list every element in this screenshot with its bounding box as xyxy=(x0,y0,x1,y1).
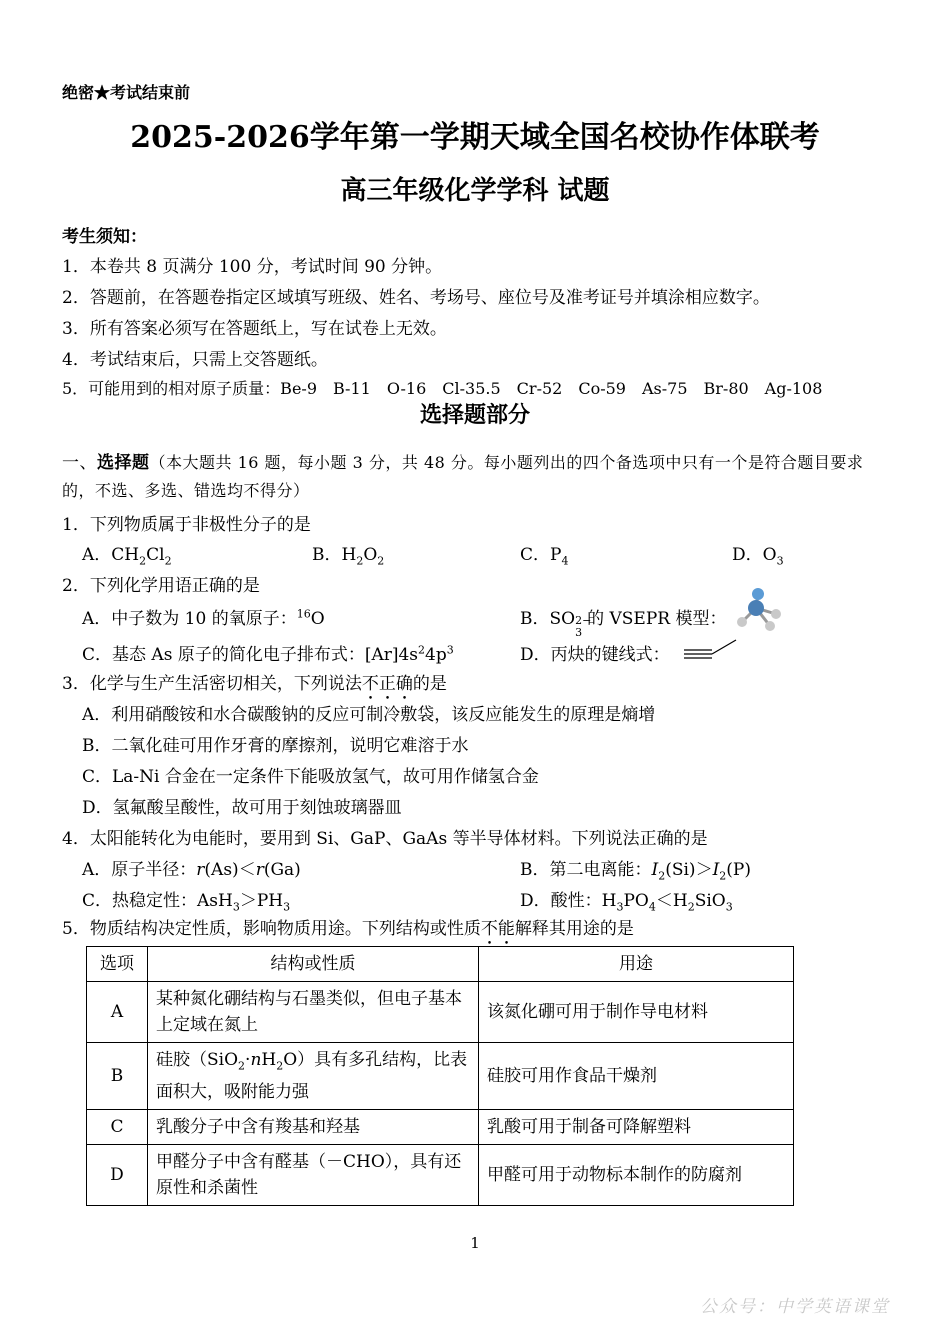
part-label: 一、 xyxy=(62,453,97,473)
notice-heading: 考生须知： xyxy=(62,227,147,247)
table-row xyxy=(87,982,794,1043)
section-title: 选择题部分 xyxy=(419,402,530,428)
q2-stem: 2．下列化学用语正确的是 xyxy=(62,576,260,596)
q3-option-d: D．氢氟酸呈酸性，故可用于刻蚀玻璃器皿 xyxy=(82,798,402,818)
row-use: 甲醛可用于动物标本制作的防腐剂 xyxy=(479,1145,794,1206)
row-property: 某种氮化硼结构与石墨类似，但电子基本上定域在氮上 xyxy=(148,982,479,1043)
notice-item: 2．答题前，在答题卷指定区域填写班级、姓名、考场号、座位号及准考证号并填涂相应数字。 xyxy=(62,288,770,308)
table-row xyxy=(87,1110,794,1145)
row-option: A xyxy=(87,982,148,1043)
propyne-skeletal-formula xyxy=(680,636,740,660)
confidential-mark: 绝密★考试结束前 xyxy=(62,83,191,102)
vsepr-model-image xyxy=(730,588,782,634)
q1-option-b: B．$H_2O_2$ xyxy=(312,545,385,568)
page-number: 1 xyxy=(470,1234,480,1252)
notice-item: 3．所有答案必须写在答题纸上，写在试卷上无效。 xyxy=(62,319,447,339)
table-row xyxy=(87,1043,794,1110)
q1-option-c: C．$P_4$ xyxy=(520,545,569,568)
table-header-row xyxy=(87,947,794,982)
row-property: 硅胶$(SiO_2\cdot nH_2O)$具有多孔结构，比表面积大，吸附能力强 xyxy=(148,1043,479,1110)
q1-option-d: D．$O_3$ xyxy=(732,545,784,568)
row-use: 该氮化硼可用于制作导电材料 xyxy=(479,982,794,1043)
notice-item: 4．考试结束后，只需上交答题纸。 xyxy=(62,350,328,370)
q4-option-d: D．酸性：$H_3PO_4<H_2SiO_3$ xyxy=(520,891,733,914)
q3-stem: 3．化学与生产生活密切相关，下列说法不正确的是 xyxy=(62,674,447,694)
header-option: 选项 xyxy=(87,947,148,982)
row-use: 乳酸可用于制备可降解塑料 xyxy=(479,1110,794,1145)
exam-subtitle: 高三年级化学学科 试题 xyxy=(340,176,610,206)
row-use: 硅胶可用作食品干燥剂 xyxy=(479,1043,794,1110)
watermark: 公众号：中学英语课堂 xyxy=(700,1297,890,1317)
q2-option-d: D．丙炔的键线式： xyxy=(520,645,670,665)
table-row xyxy=(87,1145,794,1206)
part-intro xyxy=(62,449,890,505)
row-property: 乳酸分子中含有羧基和羟基 xyxy=(148,1110,479,1145)
q1-stem: 1．下列物质属于非极性分子的是 xyxy=(62,515,311,535)
row-option: C xyxy=(87,1110,148,1145)
header-property: 结构或性质 xyxy=(148,947,479,982)
q5-stem: 5．物质结构决定性质，影响物质用途。下列结构或性质不能解释其用途的是 xyxy=(62,919,634,939)
q3-option-c: C．La-Ni 合金在一定条件下能吸放氢气，故可用作储氢合金 xyxy=(82,767,539,787)
part-name: 选择题 xyxy=(97,453,150,473)
exam-title: 2025-2026学年第一学期天域全国名校协作体联考 xyxy=(130,120,820,155)
row-option: B xyxy=(87,1043,148,1110)
q4-option-a: A．原子半径：r(As)＜r(Ga) xyxy=(82,860,301,880)
notice-item: 5．可能用到的相对原子质量：Be-9 B-11 O-16 Cl-35.5 Cr-52 Co-59 As-75 Br-80 Ag-108 xyxy=(62,379,823,398)
q2-option-a: A．中子数为 10 的氧原子：$^{16}$O xyxy=(82,607,325,629)
q4-option-c: C．热稳定性：$AsH_3>PH_3$ xyxy=(82,891,291,914)
q5-table xyxy=(86,946,794,1206)
q4-stem: 4．太阳能转化为电能时，要用到 Si、GaP、GaAs 等半导体材料。下列说法正确的是 xyxy=(62,829,708,849)
q2-option-c: C．基态 As 原子的简化电子排布式：$[Ar]4s^24p^3$ xyxy=(82,643,454,665)
q4-option-b: B．第二电离能：$I_2(Si)>I_2(P)$ xyxy=(520,860,751,883)
header-use: 用途 xyxy=(479,947,794,982)
notice-item: 1．本卷共 8 页满分 100 分，考试时间 90 分钟。 xyxy=(62,257,443,277)
q1-option-a: A．$CH_2Cl_2$ xyxy=(82,545,172,568)
q3-option-a: A．利用硝酸铵和水合碳酸钠的反应可制冷敷袋，该反应能发生的原理是熵增 xyxy=(82,705,656,725)
row-option: D xyxy=(87,1145,148,1206)
q3-option-b: B．二氧化硅可用作牙膏的摩擦剂，说明它难溶于水 xyxy=(82,736,469,756)
row-property: 甲醛分子中含有醛基（－CHO），具有还原性和杀菌性 xyxy=(148,1145,479,1206)
q2-option-b: B．SO 2− 3 的 VSEPR 模型： xyxy=(520,609,727,639)
part-description: （本大题共 16 题，每小题 3 分，共 48 分。每小题列出的四个备选项中只有一个是符合题目要求的，不选、多选、错选均不得分） xyxy=(62,453,864,500)
